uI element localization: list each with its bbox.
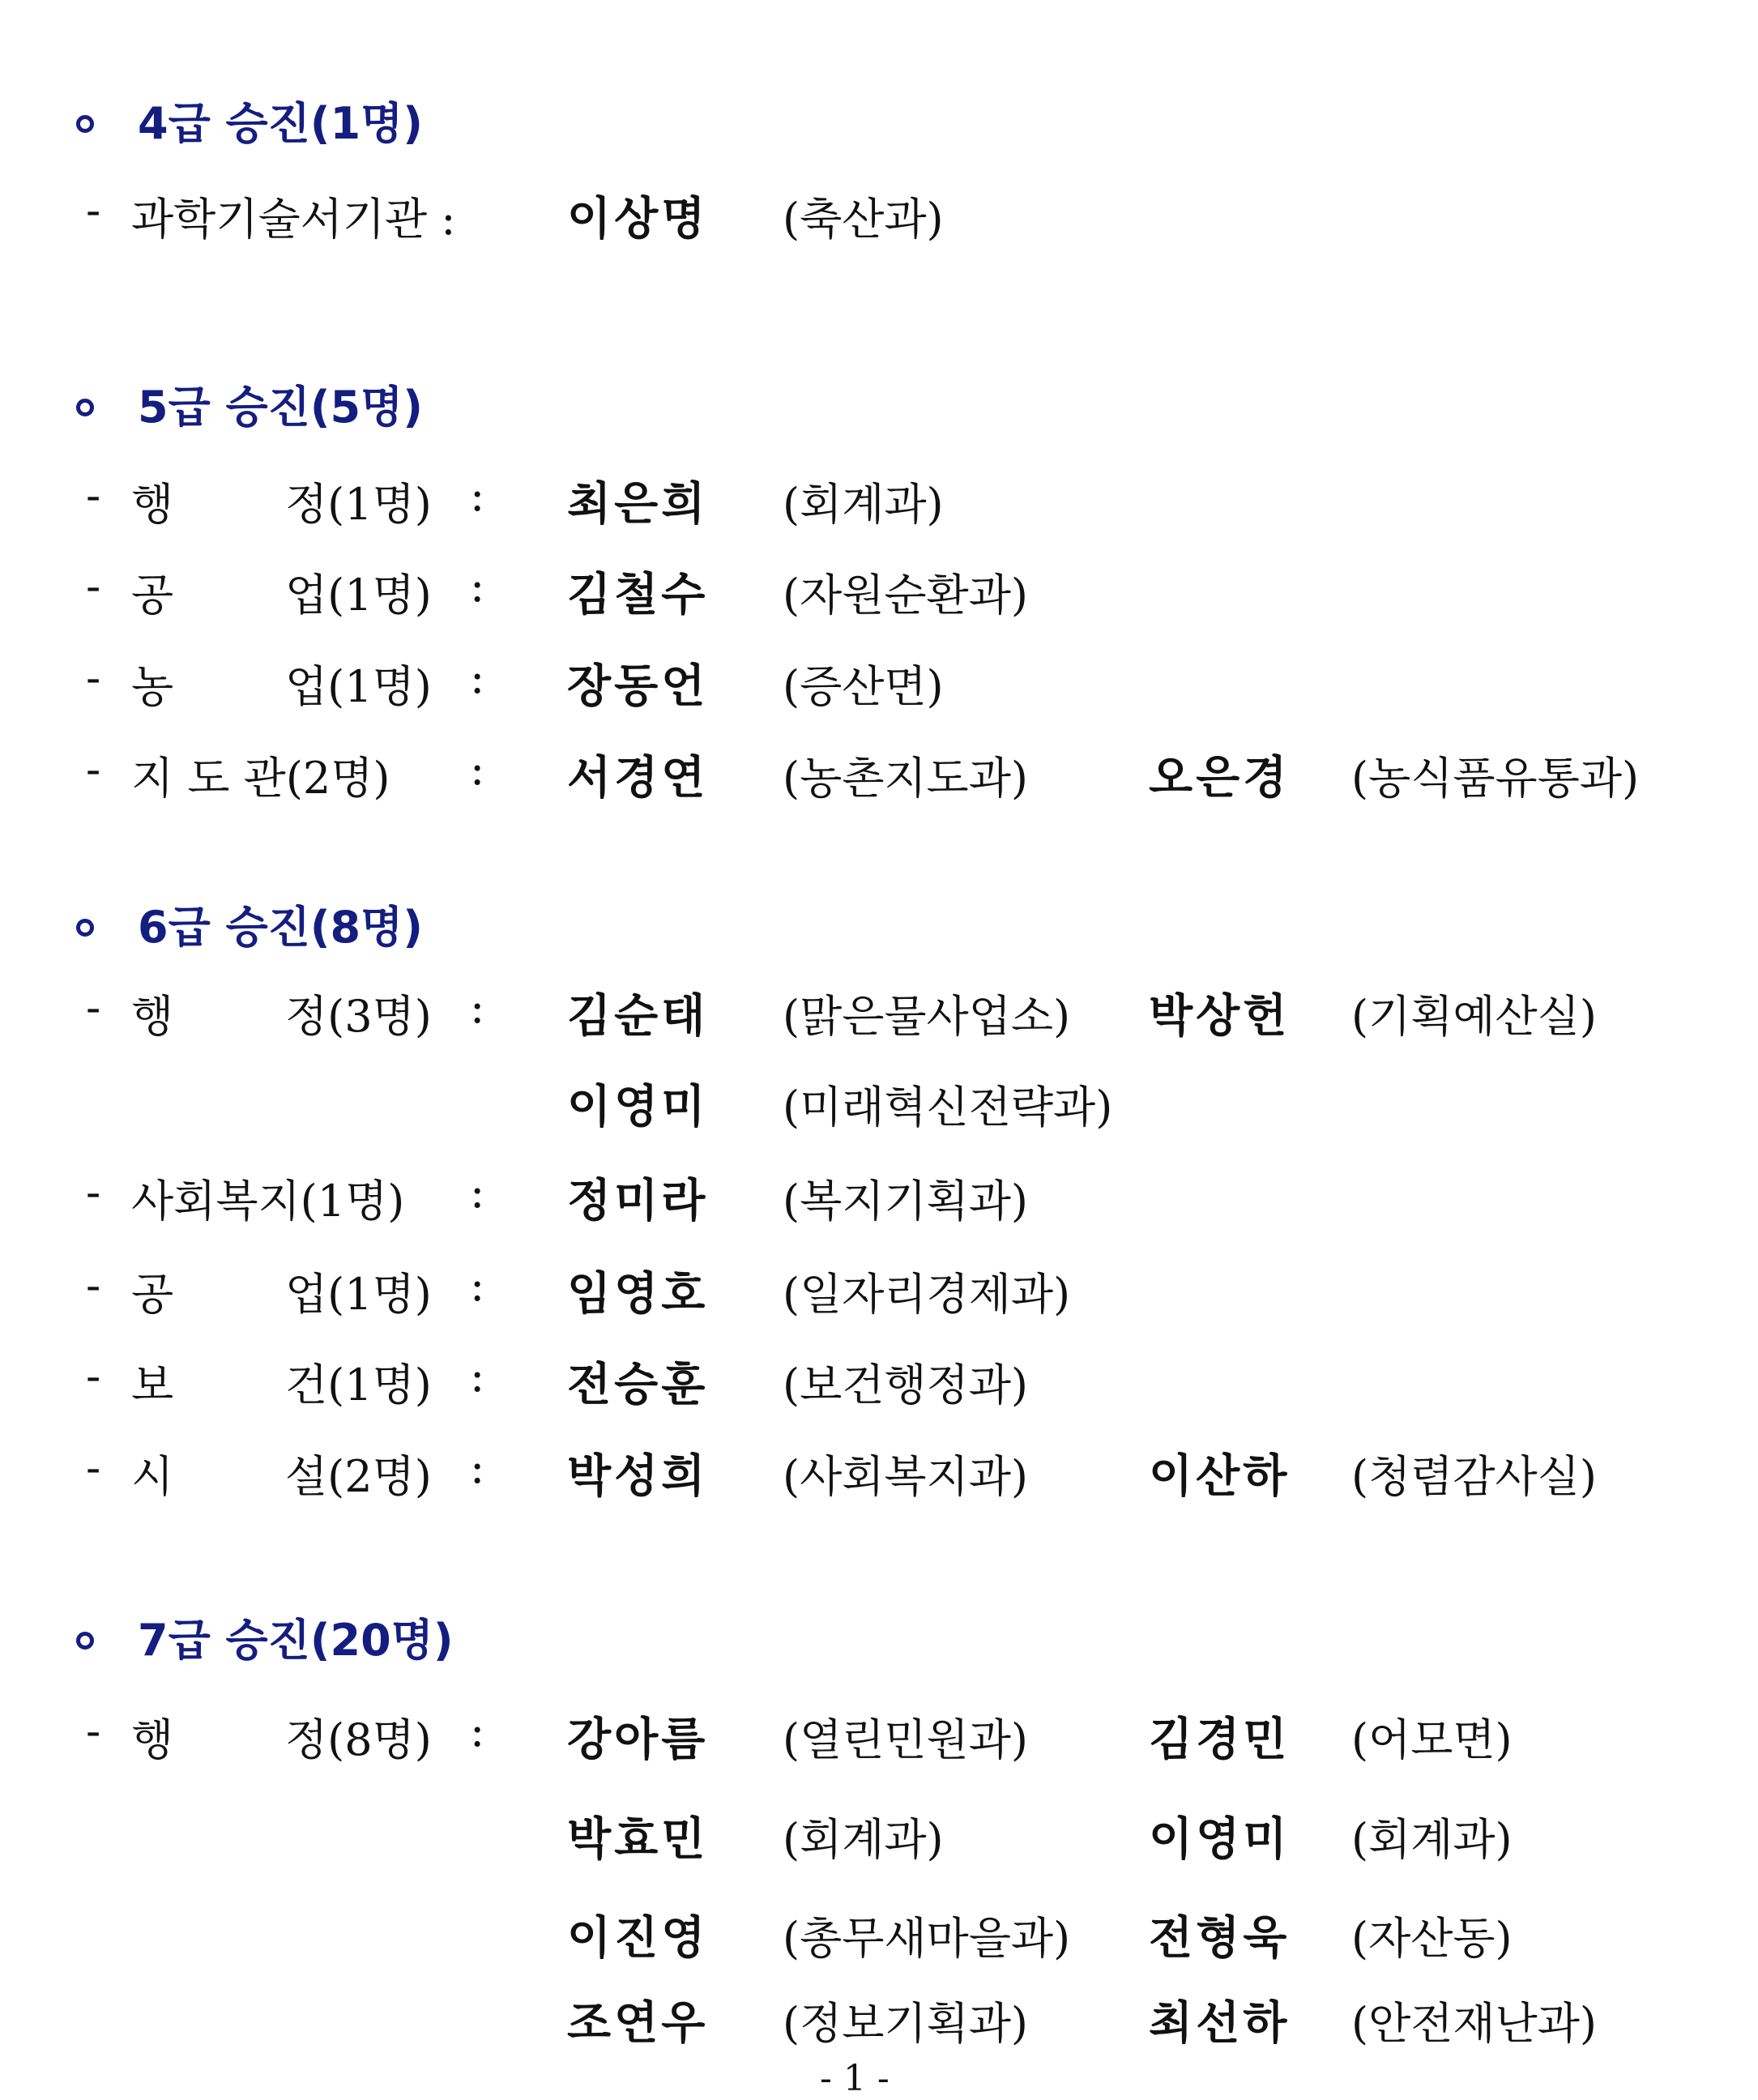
person-name: 조연우: [567, 1997, 709, 2050]
department-label: (안전재난과): [1351, 1998, 1597, 2049]
row-dash: -: [86, 1351, 101, 1402]
category-colon: :: [470, 561, 485, 612]
person-name: 이영미: [567, 1081, 709, 1133]
category-label: 설(2명): [285, 1451, 432, 1502]
category-colon: :: [470, 1442, 485, 1493]
section-heading: 4급 승진(1명): [138, 98, 423, 149]
category-label: 사회복지(1명): [131, 1176, 405, 1227]
department-label: (열린민원과): [783, 1714, 1028, 1765]
person-name: 서경연: [567, 752, 709, 805]
department-label: (자원순환과): [783, 570, 1028, 621]
person-name: 임영호: [567, 1268, 709, 1321]
person-name: 이상명: [567, 193, 709, 245]
department-label: (청렴감사실): [1351, 1451, 1597, 1502]
department-label: (회계과): [783, 1814, 944, 1865]
category-colon: :: [470, 982, 485, 1033]
category-label: 업(1명): [285, 661, 432, 712]
category-label: 정(8명): [285, 1714, 432, 1765]
person-name: 박상헌: [1149, 990, 1291, 1043]
person-name: 김경민: [1149, 1714, 1291, 1766]
category-label: 건(1명): [285, 1359, 432, 1411]
person-name: 이산하: [1149, 1450, 1291, 1503]
department-label: (정보기획과): [783, 1998, 1028, 2049]
category-label: 과학기술서기관 :: [131, 194, 456, 245]
section-bullet-icon: [76, 919, 94, 937]
person-name: 전형욱: [1149, 1912, 1291, 1965]
category-colon: :: [470, 1260, 485, 1311]
page-number: - 1 -: [820, 2058, 890, 2099]
person-name: 박성희: [567, 1450, 709, 1503]
person-name: 오은경: [1149, 752, 1291, 805]
department-label: (회계과): [783, 479, 944, 530]
department-label: (회계과): [1351, 1814, 1513, 1865]
department-label: (자산동): [1351, 1913, 1513, 1964]
row-dash: -: [86, 561, 101, 612]
person-name: 이영미: [1149, 1813, 1291, 1866]
category-label: 보: [131, 1359, 174, 1411]
category-label: 공: [131, 1269, 174, 1320]
category-label: 지 도 관(2명): [131, 753, 390, 804]
person-name: 이진영: [567, 1912, 709, 1965]
row-dash: -: [86, 744, 101, 795]
row-dash: -: [86, 470, 101, 521]
person-name: 최은희: [567, 478, 709, 531]
category-colon: :: [470, 470, 485, 521]
department-label: (복지기획과): [783, 1176, 1028, 1227]
department-label: (미래혁신전략과): [783, 1082, 1113, 1133]
person-name: 박효민: [567, 1813, 709, 1866]
category-label: 행: [131, 479, 174, 530]
person-name: 최선하: [1149, 1997, 1291, 2050]
category-colon: :: [470, 1167, 485, 1218]
row-dash: -: [86, 1442, 101, 1493]
category-colon: :: [470, 652, 485, 703]
department-label: (사회복지과): [783, 1451, 1028, 1502]
row-dash: -: [86, 185, 101, 236]
row-dash: -: [86, 1705, 101, 1756]
section-heading: 6급 승진(8명): [138, 902, 423, 953]
row-dash: -: [86, 1260, 101, 1311]
person-name: 정미라: [567, 1175, 709, 1227]
department-label: (보건행정과): [783, 1359, 1028, 1411]
person-name: 전승훈: [567, 1359, 709, 1411]
row-dash: -: [86, 652, 101, 703]
category-label: 농: [131, 661, 174, 712]
person-name: 김철수: [567, 569, 709, 621]
category-colon: :: [470, 1705, 485, 1756]
row-dash: -: [86, 982, 101, 1033]
category-label: 정(1명): [285, 479, 432, 530]
department-label: (총무새마을과): [783, 1913, 1071, 1964]
department-label: (어모면): [1351, 1714, 1513, 1765]
section-heading: 7급 승진(20명): [138, 1615, 454, 1666]
section-bullet-icon: [76, 115, 94, 133]
person-name: 장동언: [567, 660, 709, 713]
person-name: 강아름: [567, 1714, 709, 1766]
section-bullet-icon: [76, 1632, 94, 1650]
department-label: (기획예산실): [1351, 991, 1597, 1042]
category-label: 업(1명): [285, 570, 432, 621]
section-bullet-icon: [76, 399, 94, 416]
category-label: 시: [131, 1451, 174, 1502]
department-label: (일자리경제과): [783, 1269, 1071, 1320]
row-dash: -: [86, 1167, 101, 1218]
section-heading: 5급 승진(5명): [138, 382, 423, 433]
category-colon: :: [470, 744, 485, 795]
category-label: 업(1명): [285, 1269, 432, 1320]
person-name: 김순태: [567, 990, 709, 1043]
category-label: 공: [131, 570, 174, 621]
department-label: (농촌지도과): [783, 753, 1028, 804]
category-label: 행: [131, 991, 174, 1042]
category-colon: :: [470, 1351, 485, 1402]
department-label: (맑은물사업소): [783, 991, 1071, 1042]
category-label: 정(3명): [285, 991, 432, 1042]
department-label: (증산면): [783, 661, 944, 712]
category-label: 행: [131, 1714, 174, 1765]
department-label: (농식품유통과): [1351, 753, 1640, 804]
department-label: (축산과): [783, 194, 944, 245]
